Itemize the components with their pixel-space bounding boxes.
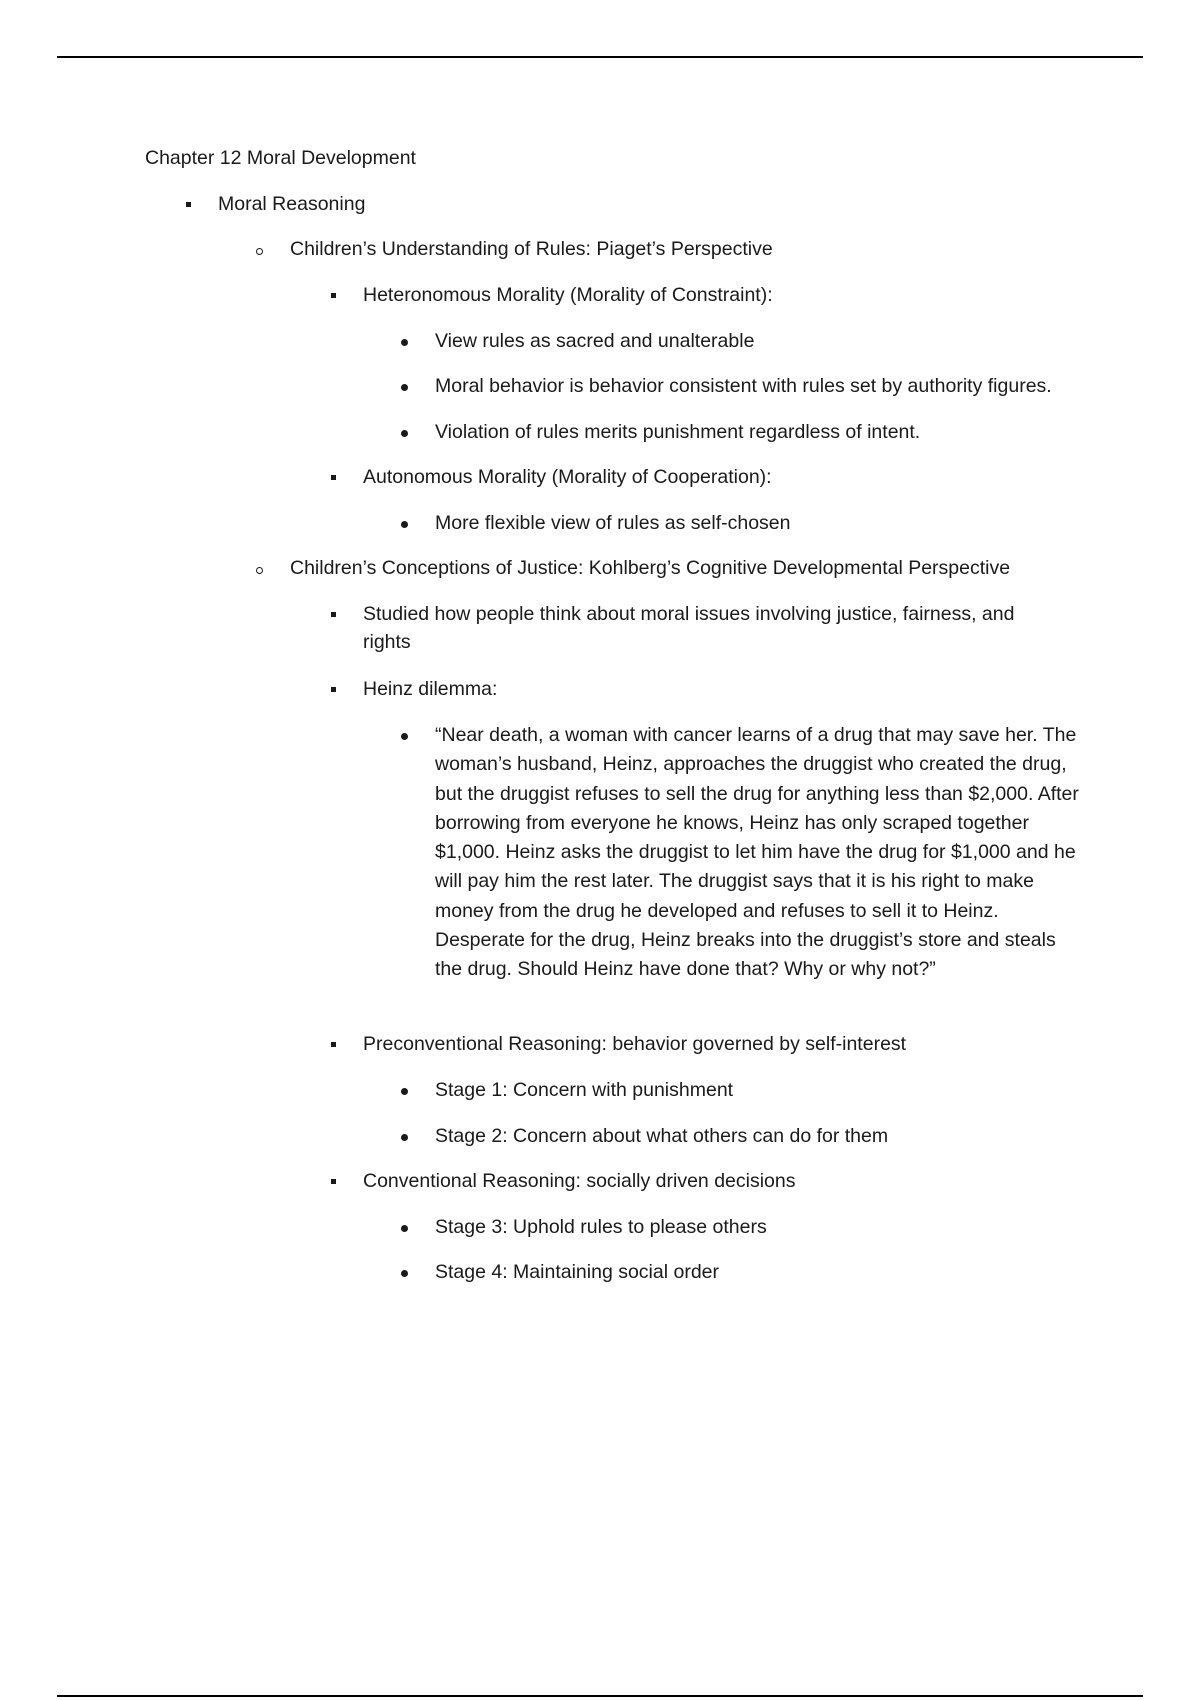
heinz-heading: Heinz dilemma: <box>363 678 498 700</box>
dot-bullet-icon <box>401 521 408 528</box>
subsection-piaget: Children’s Understanding of Rules: Piaget’s Perspective <box>290 238 773 260</box>
footer-rule <box>57 1695 1143 1697</box>
conventional-heading: Conventional Reasoning: socially driven decisions <box>363 1170 796 1192</box>
heteronomous-point: View rules as sacred and unalterable <box>435 330 755 352</box>
heinz-quote: “Near death, a woman with cancer learns of a drug that may save her. The woman’s husband, Heinz, approaches the druggist who created the drug, but the druggist refuses to sell the drug for anything less than $2,000. After borrowing from everyone he knows, Heinz has only scraped together $1,000. Heinz asks the druggist to let him have the drug for $1,000 and he will pay him the rest later. The druggist says that it is his right to make money from the drug he developed and refuses to sell it to Heinz. Desperate for the drug, Heinz breaks into the druggist’s store and steals the drug. Should Heinz have done that? Why or why not?” <box>435 724 1079 981</box>
stage-item: Stage 4: Maintaining social order <box>435 1261 719 1283</box>
dot-bullet-icon <box>401 430 408 437</box>
autonomous-heading: Autonomous Morality (Morality of Cooperation): <box>363 466 772 488</box>
dot-bullet-icon <box>401 1270 408 1277</box>
dot-bullet-icon <box>401 339 408 346</box>
heteronomous-heading: Heteronomous Morality (Morality of Constraint): <box>363 284 773 306</box>
subsection-kohlberg: Children’s Conceptions of Justice: Kohlberg’s Cognitive Developmental Perspective <box>290 557 1011 579</box>
dot-bullet-icon <box>401 384 408 391</box>
circle-bullet-icon <box>256 567 263 574</box>
dot-bullet-icon <box>401 733 408 740</box>
section-heading: Moral Reasoning <box>218 193 366 215</box>
autonomous-point: More flexible view of rules as self-chosen <box>435 512 791 534</box>
preconventional-heading: Preconventional Reasoning: behavior governed by self-interest <box>363 1033 907 1055</box>
document-title: Chapter 12 Moral Development <box>145 147 416 169</box>
header-rule <box>57 56 1143 58</box>
heteronomous-point: Violation of rules merits punishment regardless of intent. <box>435 421 921 443</box>
square-bullet-icon <box>331 612 336 617</box>
studied-text: Studied how people think about moral issues involving justice, fairness, and rights <box>363 603 1015 653</box>
dot-bullet-icon <box>401 1225 408 1232</box>
square-bullet-icon <box>331 687 336 692</box>
dot-bullet-icon <box>401 1088 408 1095</box>
square-bullet-icon <box>186 202 191 207</box>
stage-item: Stage 2: Concern about what others can do for them <box>435 1125 889 1147</box>
circle-bullet-icon <box>256 248 263 255</box>
heteronomous-point: Moral behavior is behavior consistent with rules set by authority figures. <box>435 375 1052 397</box>
stage-item: Stage 3: Uphold rules to please others <box>435 1216 767 1238</box>
square-bullet-icon <box>331 475 336 480</box>
square-bullet-icon <box>331 1179 336 1184</box>
square-bullet-icon <box>331 293 336 298</box>
stage-item: Stage 1: Concern with punishment <box>435 1079 734 1101</box>
square-bullet-icon <box>331 1042 336 1047</box>
dot-bullet-icon <box>401 1134 408 1141</box>
